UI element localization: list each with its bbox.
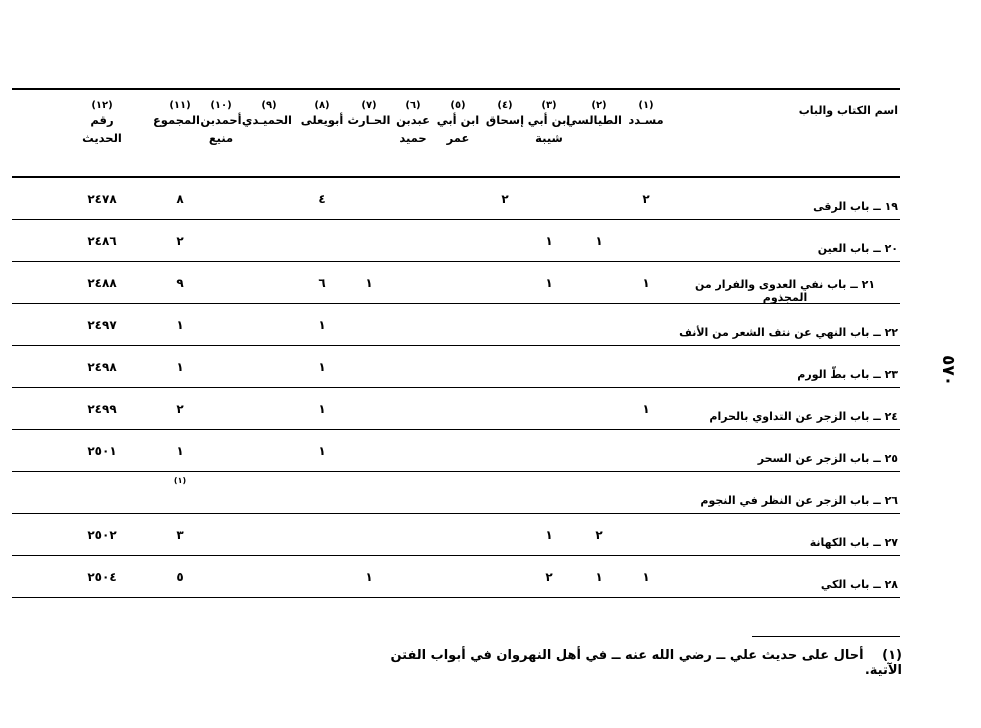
table-header (12, 90, 900, 178)
table-cell (436, 262, 480, 303)
table-cell: ١ (318, 443, 326, 458)
column-header (526, 90, 572, 176)
column-number: (١) (638, 100, 654, 111)
column-header (624, 90, 668, 176)
column-name: المجموع (152, 113, 200, 127)
table-cell: ١ (595, 569, 603, 584)
column-name: ابن أبي عمر (436, 113, 480, 145)
chapter-title: ٢٧ ــ باب الكهانة (809, 536, 898, 549)
table-cell (246, 388, 292, 429)
table-cell (624, 430, 668, 471)
table-cell (391, 472, 435, 513)
table-cell: ١ (545, 527, 553, 542)
chapter-title: ٢٨ ــ باب الكي (820, 578, 898, 591)
footnote (380, 648, 902, 678)
table-cell: ١ (365, 569, 373, 584)
column-header (241, 90, 292, 176)
table-cell: ١ (176, 443, 184, 458)
table-cell: ١ (642, 401, 650, 416)
table-cell (624, 472, 668, 513)
footnote-text: أحال على حديث علي ــ رضي الله عنه ــ في أهل النهروان في أبواب الفتن الآتية. (390, 648, 902, 678)
column-name: عبدبن حميد (396, 113, 430, 145)
table-cell (436, 472, 480, 513)
column-name: ابن أبي شيبة (527, 113, 571, 145)
column-number: (٩) (261, 100, 277, 111)
table-cell (391, 388, 435, 429)
table-cell (483, 388, 527, 429)
table-cell (624, 346, 668, 387)
chapter-title: ٢٤ ــ باب الزجر عن التداوي بالحرام (709, 410, 898, 423)
column-name: مسـدد (628, 113, 664, 127)
table-cell: ٢٥٠٢ (87, 527, 117, 542)
column-header (199, 90, 243, 176)
chapter-title: ٢٥ ــ باب الزجر عن السحر (757, 452, 898, 465)
column-header (72, 90, 132, 176)
table-cell (199, 178, 243, 219)
table-cell (199, 220, 243, 261)
chapter-title: ٢٢ ــ باب النهي عن نتف الشعر من الأنف (679, 326, 898, 339)
table-row (12, 430, 900, 472)
hadith-count-table (12, 88, 900, 598)
table-cell (347, 472, 391, 513)
table-cell (436, 304, 480, 345)
table-cell (526, 346, 572, 387)
column-number: (٨) (314, 100, 330, 111)
column-header (565, 90, 622, 176)
table-cell (624, 304, 668, 345)
column-header (298, 90, 346, 176)
table-cell (576, 346, 622, 387)
column-name: أحمدبن منيع (200, 113, 242, 145)
table-cell (246, 178, 292, 219)
table-row (12, 220, 900, 262)
table-cell: ٢ (642, 191, 650, 206)
table-cell (246, 514, 292, 555)
table-cell: ٩ (176, 275, 184, 290)
table-cell: ١ (642, 569, 650, 584)
chapter-title: ١٩ ــ باب الرقى (813, 200, 898, 213)
column-header (483, 90, 527, 176)
table-cell (391, 346, 435, 387)
column-name: إسحاق (485, 113, 525, 127)
table-cell: ٢٤٩٧ (87, 317, 117, 332)
table-cell (436, 514, 480, 555)
table-cell (436, 430, 480, 471)
column-number: (١٠) (210, 100, 232, 111)
column-number: (٢) (591, 100, 607, 111)
table-cell: (١) (173, 476, 187, 485)
table-cell (526, 304, 572, 345)
table-cell (199, 304, 243, 345)
table-cell (576, 388, 622, 429)
column-name: الطيالسي (565, 113, 622, 127)
table-cell (391, 178, 435, 219)
table-cell (246, 430, 292, 471)
table-cell (483, 472, 527, 513)
table-cell: ١ (365, 275, 373, 290)
table-row (12, 346, 900, 388)
table-cell (246, 472, 292, 513)
table-cell (391, 514, 435, 555)
table-cell (347, 430, 391, 471)
table-cell (483, 514, 527, 555)
page-number: ٥٧٠ (938, 355, 958, 387)
table-cell: ٦ (318, 275, 326, 290)
table-cell: ٢ (545, 569, 553, 584)
table-cell (391, 262, 435, 303)
table-cell (526, 388, 572, 429)
table-cell: ١ (318, 359, 326, 374)
table-cell (199, 430, 243, 471)
table-cell (246, 220, 292, 261)
table-cell (391, 556, 435, 597)
column-name: رقم الحديث (82, 113, 122, 145)
footnote-rule (752, 636, 900, 637)
table-cell: ٢ (176, 401, 184, 416)
table-cell (72, 472, 132, 513)
table-cell (298, 472, 346, 513)
table-cell (298, 514, 346, 555)
column-name: الحميـدي (241, 113, 292, 127)
table-cell (199, 472, 243, 513)
table-cell (436, 346, 480, 387)
table-row (12, 304, 900, 346)
table-cell: ٢٤٨٨ (87, 275, 117, 290)
table-cell (526, 430, 572, 471)
table-cell (436, 388, 480, 429)
table-cell: ١ (545, 275, 553, 290)
table-row (12, 472, 900, 514)
table-cell (246, 556, 292, 597)
table-cell: ٤ (318, 191, 326, 206)
table-cell (436, 556, 480, 597)
column-number: (١١) (169, 100, 191, 111)
table-body (12, 178, 900, 598)
column-number: (١٢) (91, 100, 113, 111)
table-cell (576, 262, 622, 303)
table-cell (246, 262, 292, 303)
table-cell (483, 304, 527, 345)
table-cell (391, 220, 435, 261)
table-cell (483, 220, 527, 261)
table-cell (347, 514, 391, 555)
table-cell (624, 514, 668, 555)
column-name: أبويعلى (300, 113, 344, 127)
table-cell (347, 346, 391, 387)
table-cell: ٥ (176, 569, 184, 584)
table-cell (391, 304, 435, 345)
table-cell (199, 388, 243, 429)
column-number: (٧) (361, 100, 377, 111)
table-cell (347, 388, 391, 429)
column-header (391, 90, 435, 176)
chapter-title: ٢٠ ــ باب العين (817, 242, 898, 255)
table-cell: ٢ (501, 191, 509, 206)
table-cell: ١ (176, 359, 184, 374)
table-cell (526, 472, 572, 513)
table-row (12, 556, 900, 598)
table-cell: ٢ (595, 527, 603, 542)
table-cell (347, 178, 391, 219)
table-cell (576, 430, 622, 471)
column-number: (٤) (497, 100, 513, 111)
table-cell (624, 220, 668, 261)
table-cell (483, 556, 527, 597)
column-header (152, 90, 200, 176)
table-cell (298, 556, 346, 597)
table-cell: ٢٤٧٨ (87, 191, 117, 206)
table-cell: ١ (642, 275, 650, 290)
table-cell (483, 262, 527, 303)
table-row (12, 388, 900, 430)
footnote-number: (١) (882, 648, 902, 663)
table-cell (576, 178, 622, 219)
column-number: (٦) (405, 100, 421, 111)
chapter-title: ٢١ ــ باب نفي العدوى والفرار من المجذوم (694, 277, 876, 304)
table-cell (347, 304, 391, 345)
table-cell: ٢ (176, 233, 184, 248)
column-number: (٣) (541, 100, 557, 111)
table-cell (483, 346, 527, 387)
table-cell (483, 430, 527, 471)
table-cell (199, 514, 243, 555)
table-row (12, 262, 900, 304)
table-cell (576, 304, 622, 345)
table-cell: ٢٥٠٤ (87, 569, 117, 584)
column-name: الحـارث (347, 113, 391, 127)
table-cell (298, 220, 346, 261)
column-header (436, 90, 480, 176)
table-cell (391, 430, 435, 471)
table-cell: ٢٤٩٩ (87, 401, 117, 416)
table-cell: ١ (545, 233, 553, 248)
table-cell: ١ (176, 317, 184, 332)
table-cell: ٢٥٠١ (87, 443, 117, 458)
table-cell (199, 346, 243, 387)
table-cell (246, 346, 292, 387)
table-cell (199, 556, 243, 597)
table-cell: ٣ (176, 527, 184, 542)
table-cell: ٢٤٩٨ (87, 359, 117, 374)
table-cell: ٢٤٨٦ (87, 233, 117, 248)
table-cell: ١ (595, 233, 603, 248)
table-cell (436, 178, 480, 219)
column-header (347, 90, 391, 176)
column-header-title: اسم الكتاب والباب (798, 104, 898, 117)
table-cell (199, 262, 243, 303)
table-cell (526, 178, 572, 219)
table-row (12, 514, 900, 556)
table-cell (576, 472, 622, 513)
table-cell: ٨ (176, 191, 184, 206)
table-cell: ١ (318, 317, 326, 332)
table-row (12, 178, 900, 220)
table-cell (347, 220, 391, 261)
table-cell (436, 220, 480, 261)
table-cell (246, 304, 292, 345)
chapter-title: ٢٣ ــ باب بطّ الورم (797, 368, 898, 381)
table-cell: ١ (318, 401, 326, 416)
column-number: (٥) (450, 100, 466, 111)
chapter-title: ٢٦ ــ باب الزجر عن النظر في النجوم (700, 494, 898, 507)
